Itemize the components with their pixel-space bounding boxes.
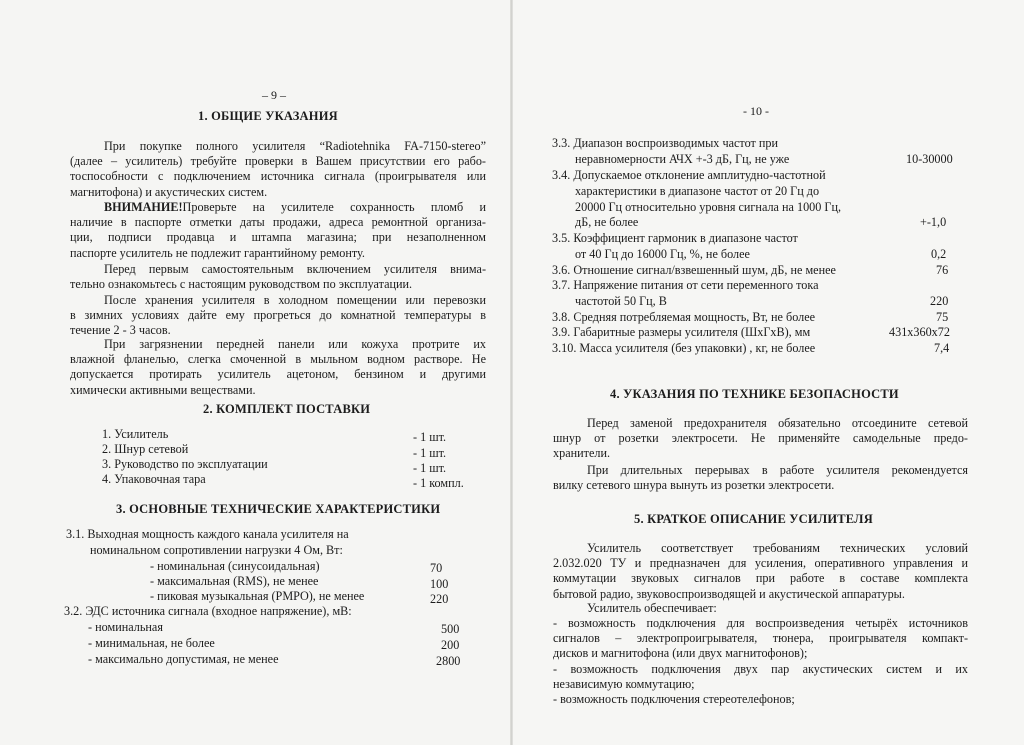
page-10: - 10 - 3.3. Диапазон воспроизводимых частот при неравномерности АЧХ +-3 дБ, Гц, не уже 10-30000 3.4. Допускаемое отклонение амплитудно-частотной характеристики в диапазоне частот от 20 Гц до 20000 Гц относительно уровня сигнала на 1000 Гц, дБ, не более +-1,0 3.5. Коэффициент гармоник в диапазоне частот от 40 Гц до 16000 Гц, %, не более 0,2 3.6. Отношение сигнал/взвешенный шум, дБ, не менее 76 3.7. Напряжение питания от сети переменного тока частотой 50 Гц, В 220 3.8. Средняя потребляемая мощность, Вт, не более 75 3.9. Габаритные размеры усилителя (ШхГхВ), мм 431х360х72 3.10. Масса усилителя (без упаковки) , кг, не более 7,4 4. УКАЗАНИЯ ПО ТЕХНИКЕ БЕЗОПАСНОСТИ Перед заменой предохранителя обязательно отсоедините сетевой шнур от розетки электросети. Не применяйте самодельные предо- хранители. При длительных перерывах в работе усилителя рекомендуется вилку сетевого шнура вынуть из розетки электросети. 5. КРАТКОЕ ОПИСАНИЕ УСИЛИТЕЛЯ Усилитель соответствует требованиям технических условий 2.032.020 ТУ и предназначен для усиления, оперативного управления и коммутации звуковых сигналов при работе в составе комплекта бытовой радио, звуковоспроизводящей и акустической аппаратуры. Усилитель обеспечивает: - возможность подключения для воспроизведения четырёх источников сигналов – электропроигрывателя, тюнера, проигрывателя компакт- дисков и магнитофона (или двух магнитофонов); - возможность подключения двух пар акустических систем и их независимую коммутацию; - возможность подключения стереотелефонов;: [513, 0, 1024, 745]
section-5-title: 5. КРАТКОЕ ОПИСАНИЕ УСИЛИТЕЛЯ: [634, 512, 873, 526]
section-4-paragraph-2: При длительных перерывах в работе усилителя рекомендуется вилку сетевого шнура вынуть из розетки электросети.: [553, 463, 968, 493]
section-3-title: 3. ОСНОВНЫЕ ТЕХНИЧЕСКИЕ ХАРАКТЕРИСТИКИ: [116, 502, 441, 516]
list-item: - возможность подключения стереотелефонов;: [553, 692, 795, 707]
list-item: 2. Шнур сетевой: [102, 442, 189, 456]
section-1-paragraph-4: После хранения усилителя в холодном помещении или перевозки в зимних условиях дайте ему прогреться до комнатной температуры в течение 2 - 3 часов.: [70, 293, 486, 338]
page-number: – 9 –: [262, 88, 286, 102]
list-item: 4. Упаковочная тара: [102, 472, 206, 486]
list-item: 3. Руководство по эксплуатации: [102, 457, 268, 471]
section-1-paragraph-2: ВНИМАНИЕ! Проверьте на усилителе сохранность пломб и наличие в паспорте отметки даты продажи, адреса ремонтной организа- ции, подписи продавца и штампа магазина; при незаполненном паспорте усилитель не подлежит гарантийному ремонту.: [70, 200, 486, 260]
section-1-paragraph-5: При загрязнении передней панели или кожуха протрите их влажной фланелью, слегка смоченной в мыльном водном растворе. Не допускается протирать усилитель ацетоном, бензином и другими химически активными веществами.: [70, 337, 486, 397]
list-item: - возможность подключения для воспроизведения четырёх источников: [553, 616, 968, 630]
list-item-qty: - 1 компл.: [413, 476, 464, 490]
warning-label: ВНИМАНИЕ!: [104, 200, 183, 214]
feature-list: [553, 616, 968, 707]
list-item: сигналов – электропроигрывателя, тюнера, проигрывателя компакт-: [553, 631, 968, 646]
section-1-paragraph-3: Перед первым самостоятельным включением усилителя внима- тельно ознакомьтесь с настоящим руководством по эксплуатации.: [70, 262, 486, 292]
list-item: - возможность подключения двух пар акустических систем и их: [553, 661, 968, 676]
section-1-paragraph-1: При покупке полного усилителя “Radiotehnika FA-7150-stereo” (далее – усилитель) требуйте проверки в Вашем присутствии его рабо- тоспособности с подключением источника сигнала (проигрывателя или магнитофона) и акустических систем.: [70, 139, 486, 199]
list-item-qty: - 1 шт.: [413, 446, 447, 460]
page-number: - 10 -: [743, 104, 769, 118]
list-item-qty: - 1 шт.: [413, 461, 447, 475]
page-9: – 9 – 1. ОБЩИЕ УКАЗАНИЯ При покупке полного усилителя “Radiotehnika FA-7150-stereo” (далее – усилитель) требуйте проверки в Вашем присутствии его рабо- тоспособности с подключением источника сигнала (проигрывателя или магнитофона) и акустических систем. ВНИМАНИЕ! Проверьте на усилителе сохранность пломб и наличие в паспорте отметки даты продажи, адреса ремонтной организа- ции, подписи продавца и штампа магазина; при незаполненном паспорте усилитель не подлежит гарантийному ремонту. Перед первым самостоятельным включением усилителя внима- тельно ознакомьтесь с настоящим руководством по эксплуатации. После хранения усилителя в холодном помещении или перевозки в зимних условиях дайте ему прогреться до комнатной температуры в течение 2 - 3 часов. При загрязнении передней панели или кожуха протрите их влажной фланелью, слегка смоченной в мыльном водном растворе. Не допускается протирать усилитель ацетоном, бензином и другими химически активными веществами. 2. КОМПЛЕКТ ПОСТАВКИ 1. Усилитель - 1 шт. 2. Шнур сетевой - 1 шт. 3. Руководство по эксплуатации - 1 шт. 4. Упаковочная тара - 1 компл. 3. ОСНОВНЫЕ ТЕХНИЧЕСКИЕ ХАРАКТЕРИСТИКИ 3.1. Выходная мощность каждого канала усилителя на номинальном сопротивлении нагрузки 4 Ом, Вт: - номинальная (синусоидальная) 70 - максимальная (RMS), не менее 100 - пиковая музыкальная (PMPO), не менее 220 3.2. ЭДС источника сигнала (входное напряжение), мВ: - номинальная 500 - минимальная, не более 200 - максимально допустимая, не менее 2800: [0, 0, 510, 745]
section-5-paragraph-1: Усилитель соответствует требованиям технических условий 2.032.020 ТУ и предназначен для усиления, оперативного управления и коммутации звуковых сигналов при работе в составе комплекта бытовой радио, звуковоспроизводящей и акустической аппаратуры.: [553, 541, 968, 601]
list-item: 1. Усилитель: [102, 427, 169, 441]
section-1-title: 1. ОБЩИЕ УКАЗАНИЯ: [198, 109, 338, 123]
list-item: дисков и магнитофона (или двух магнитофонов);: [553, 646, 808, 661]
section-2-title: 2. КОМПЛЕКТ ПОСТАВКИ: [203, 402, 371, 416]
list-item: независимую коммутацию;: [553, 676, 695, 691]
section-4-title: 4. УКАЗАНИЯ ПО ТЕХНИКЕ БЕЗОПАСНОСТИ: [610, 387, 899, 401]
section-4-paragraph-1: Перед заменой предохранителя обязательно отсоедините сетевой шнур от розетки электросети. Не применяйте самодельные предо- хранители.: [553, 416, 968, 461]
list-item-qty: - 1 шт.: [413, 430, 447, 444]
section-5-paragraph-2: Усилитель обеспечивает:: [587, 601, 717, 615]
